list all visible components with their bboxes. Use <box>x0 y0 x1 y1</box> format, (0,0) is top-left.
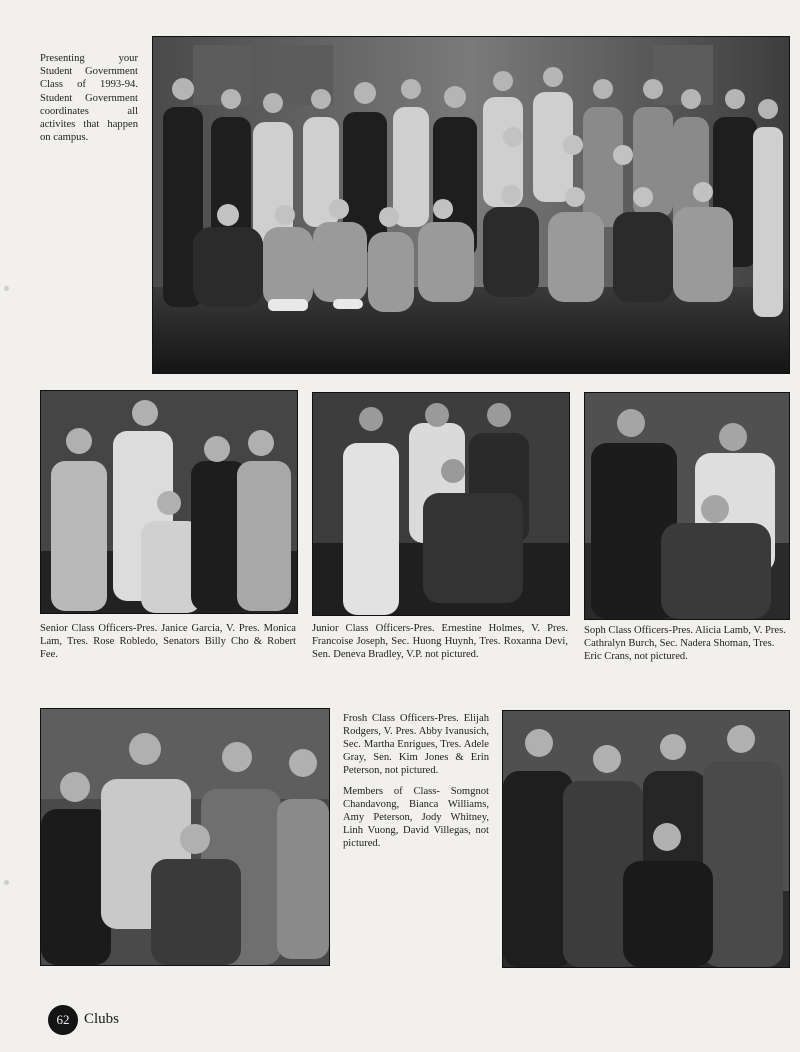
soph-caption-text: Soph Class Officers-Pres. Alicia Lamb, V. Pres. Cathralyn Burch, Sec. Nadera Shoman, Tres. Eric Crans, not pictured. <box>584 625 786 662</box>
junior-officers-photo <box>312 392 570 616</box>
soph-officers-photo <box>584 392 790 620</box>
senior-caption <box>40 622 296 669</box>
frosh-officers-photo <box>40 708 330 966</box>
class-members-photo <box>502 710 790 968</box>
members-caption-text: Members of Class- Somgnot Chandavong, Bianca Williams, Amy Peterson, Jody Whitney, Linh Vuong, David Villegas, not pictured. <box>343 786 489 849</box>
margin-dot <box>4 880 9 885</box>
senior-officers-photo <box>40 390 298 614</box>
senior-caption-text: Senior Class Officers-Pres. Janice Garcia, V. Pres. Monica Lam, Tres. Rose Robledo, Senators Billy Cho & Robert Fee. <box>40 623 296 660</box>
frosh-members-captions <box>343 712 489 858</box>
intro-caption-text: Presenting your Student Government Class of 1993-94. Student Government coordinates all activites that happen on campus. <box>40 53 138 144</box>
intro-caption <box>40 52 138 152</box>
margin-dot <box>4 286 9 291</box>
frosh-caption-text: Frosh Class Officers-Pres. Elijah Rodgers, V. Pres. Abby Ivanusich, Sec. Martha Enrigues, Tres. Adele Gray, Sen. Kim Jones & Erin Peterson, not pictured. <box>343 713 489 776</box>
soph-caption <box>584 624 788 671</box>
group-photo <box>152 36 790 374</box>
page-number-badge: 62 <box>48 1005 78 1035</box>
section-label: Clubs <box>84 1011 120 1027</box>
junior-caption-text: Junior Class Officers-Pres. Ernestine Holmes, V. Pres. Francoise Joseph, Sec. Huong Huynh, Tres. Roxanna Devi, Sen. Deneva Bradley, V.P. not pictured. <box>312 623 568 660</box>
junior-caption <box>312 622 568 669</box>
